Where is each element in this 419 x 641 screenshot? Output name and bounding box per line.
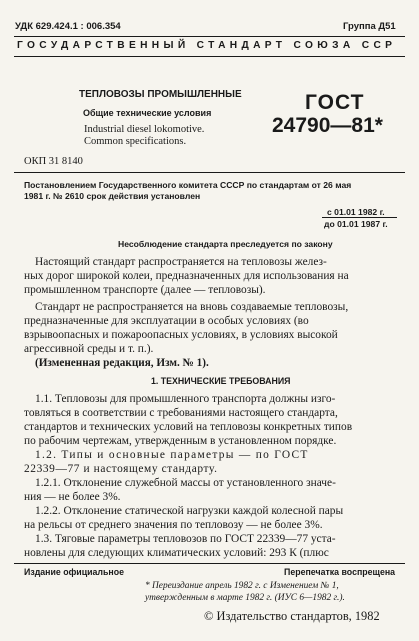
text-line: 1.3. Тяговые параметры тепловозов по ГОСТ 22339—77 уста- xyxy=(35,533,336,545)
gost-number: 24790—81* xyxy=(272,114,383,137)
doc-title-ru: ТЕПЛОВОЗЫ ПРОМЫШЛЕННЫЕ xyxy=(79,89,242,100)
okp-code: ОКП 31 8140 xyxy=(24,156,83,167)
effective-from: с 01.01 1982 г. xyxy=(327,207,385,217)
text-line: Стандарт не распространяется на вновь создаваемые тепловозы, xyxy=(35,301,349,313)
section-heading: 1. ТЕХНИЧЕСКИЕ ТРЕБОВАНИЯ xyxy=(151,376,291,386)
text-line: ных дорог широкой колеи, предназначенных для использования на xyxy=(24,270,349,282)
clause-1-1 xyxy=(24,392,396,448)
clause-1-2 xyxy=(24,448,396,476)
text-line: агрессивной среды и т. п.). xyxy=(24,343,154,355)
doc-title-en-2: Common specifications. xyxy=(84,136,187,147)
official-edition: Издание официальное xyxy=(24,567,124,577)
clause-1-3 xyxy=(24,532,396,560)
text-line: на рельсы от среднего значения по тепловозу — не более 3%. xyxy=(24,519,323,531)
reissue-note-1: * Переиздание апрель 1982 г. с Изменением № 1, xyxy=(145,581,339,591)
text-line: Настоящий стандарт распространяется на тепловозы желез- xyxy=(35,256,327,268)
text-line: промышленном транспорте (далее — тепловозы). xyxy=(24,284,266,296)
effective-to: до 01.01 1987 г. xyxy=(324,219,388,229)
text-line: по рабочим чертежам, утвержденным в установленном порядке. xyxy=(24,435,337,447)
clause-1-2-1 xyxy=(24,476,396,504)
text-line: ния — не более 3%. xyxy=(24,491,121,503)
group-code: Группа Д51 xyxy=(343,21,396,32)
intro-paragraph-1 xyxy=(24,255,396,297)
decree-line-1: Постановлением Государственного комитета СССР по стандартам от 26 мая xyxy=(24,180,352,190)
doc-title-en-1: Industrial diesel lokomotive. xyxy=(84,124,205,135)
amendment-note: (Измененная редакция, Изм. № 1). xyxy=(35,357,209,369)
reissue-note-2: утвержденным в марте 1982 г. (ИУС 6—1982 г.). xyxy=(145,593,345,603)
text-line: взрывоопасных и пожароопасных условиях, в условиях высокой xyxy=(24,329,338,341)
text-line: предназначенные для эксплуатации в особых условиях (во xyxy=(24,315,309,327)
text-line: 1.2.1. Отклонение служебной массы от установленного значе- xyxy=(35,477,336,489)
doc-subtitle-ru: Общие технические условия xyxy=(83,108,212,118)
text-line: товляться в соответствии с требованиями настоящего стандарта, xyxy=(24,407,338,419)
standard-banner: ГОСУДАРСТВЕННЫЙ СТАНДАРТ СОЮЗА ССР xyxy=(17,40,397,51)
gost-label: ГОСТ xyxy=(305,91,365,114)
text-line: 1.1. Тепловозы для промышленного транспорта должны изго- xyxy=(35,393,336,405)
text-line: новлены для следующих климатических условий: 293 К (плюс xyxy=(24,547,329,559)
legal-warning: Несоблюдение стандарта преследуется по закону xyxy=(118,239,333,249)
decree-line-2: 1981 г. № 2610 срок действия установлен xyxy=(24,191,201,201)
intro-paragraph-2 xyxy=(24,300,396,356)
text-line: стандартов и технических условий на тепловозы конкретных типов xyxy=(24,421,353,433)
text-line: 22339—77 и настоящему стандарту. xyxy=(24,463,218,475)
text-line: 1.2.2. Отклонение статической нагрузки каждой колесной пары xyxy=(35,505,344,517)
udk-code: УДК 629.424.1 : 006.354 xyxy=(15,21,121,32)
clause-1-2-2 xyxy=(24,504,396,532)
header-rule-bottom xyxy=(14,56,405,57)
reprint-prohibited: Перепечатка воспрещена xyxy=(284,567,396,577)
title-rule xyxy=(14,172,405,173)
effective-date-rule xyxy=(322,217,397,218)
header-rule-top xyxy=(14,36,405,37)
copyright-notice: © Издательство стандартов, 1982 xyxy=(204,609,380,623)
text-line: 1.2. Типы и основные параметры — по ГОСТ xyxy=(35,449,309,461)
footer-rule xyxy=(14,563,405,564)
